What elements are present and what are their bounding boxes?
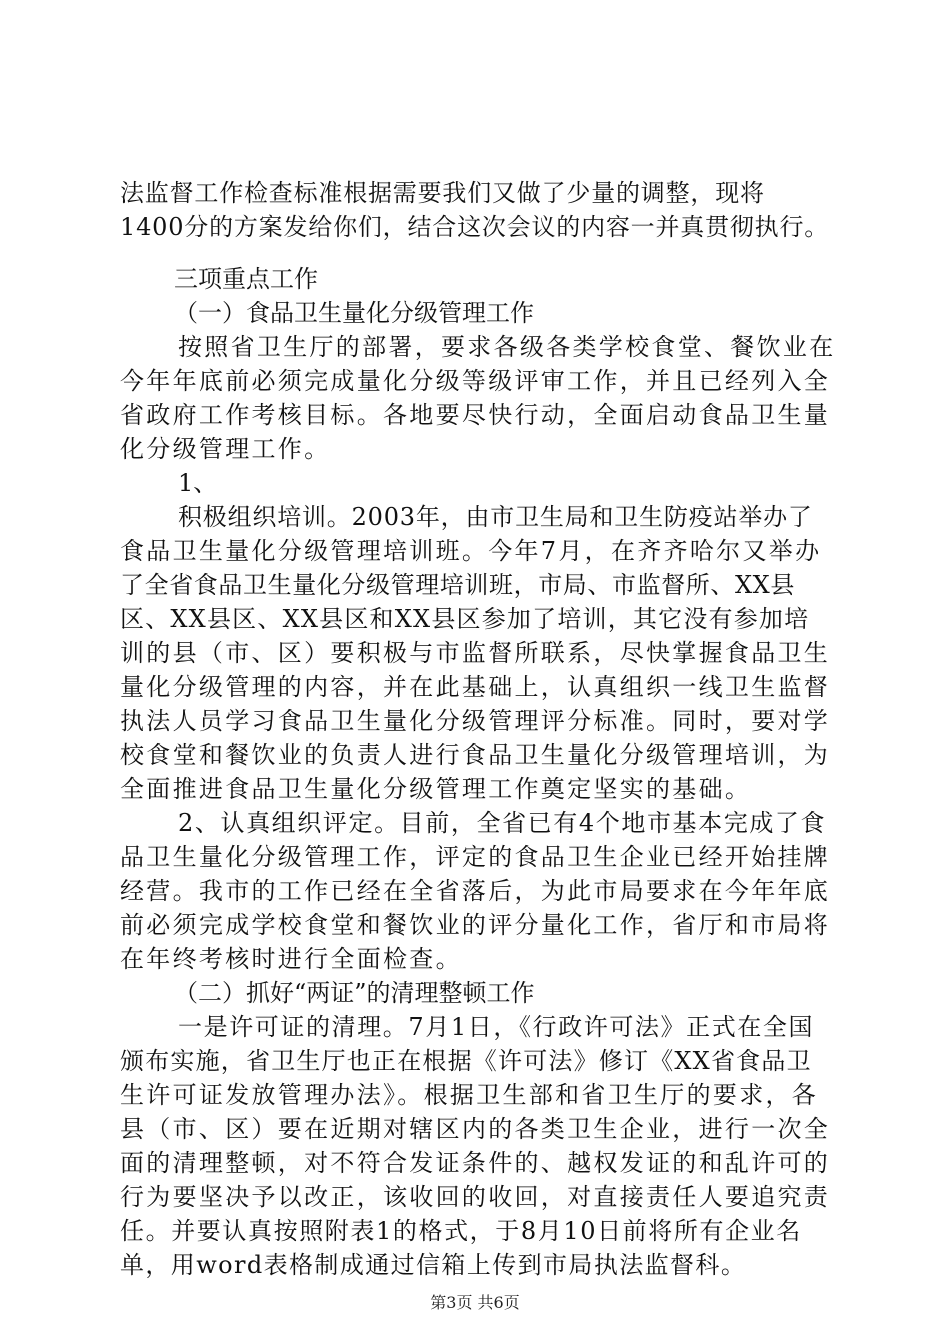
section-heading: 三项重点工作 [174,265,318,293]
subsection-heading: （二）抓好“两证”的清理整顿工作 [174,979,535,1007]
text-line: 量化分级管理的内容，并在此基础上，认真组织一线卫生监督 [120,673,831,701]
text-line: 在年终考核时进行全面检查。 [120,945,462,973]
text-line: 经营。我市的工作已经在全省落后，为此市局要求在今年年底 [120,877,831,905]
text-line: 校食堂和餐饮业的负责人进行食品卫生量化分级管理培训，为 [120,741,831,769]
text-line: 法监督工作检查标准根据需要我们又做了少量的调整，现将 [120,179,765,207]
text-line: 2、认真组织评定。目前，全省已有4个地市基本完成了食 [178,809,827,837]
text-line: 任。并要认真按照附表1的格式，于8月10日前将所有企业名 [120,1217,802,1245]
text-line: 执法人员学习食品卫生量化分级管理评分标准。同时，要对学 [120,707,831,735]
text-line: 训的县（市、区）要积极与市监督所联系，尽快掌握食品卫生 [120,639,831,667]
text-line: 品卫生量化分级管理工作，评定的食品卫生企业已经开始挂牌 [120,843,831,871]
text-line: 面的清理整顿，对不符合发证条件的、越权发证的和乱许可的 [120,1149,831,1177]
text-line: 县（市、区）要在近期对辖区内的各类卫生企业，进行一次全 [120,1115,831,1143]
text-line: 前必须完成学校食堂和餐饮业的评分量化工作，省厅和市局将 [120,911,831,939]
text-line: 一是许可证的清理。7月1日，《行政许可法》正式在全国 [178,1013,815,1041]
text-line: 行为要坚决予以改正，该收回的收回，对直接责任人要追究责 [120,1183,831,1211]
text-line: 1400分的方案发给你们，结合这次会议的内容一并真贯彻执行。 [120,213,830,241]
text-line: 省政府工作考核目标。各地要尽快行动，全面启动食品卫生量 [120,401,831,429]
text-line: 化分级管理工作。 [120,435,331,463]
subsection-heading: （一）食品卫生量化分级管理工作 [174,299,534,327]
text-line: 了全省食品卫生量化分级管理培训班，市局、市监督所、XX县 [120,571,795,599]
list-number: 1、 [178,469,218,497]
text-line: 颁布实施，省卫生厅也正在根据《许可法》修订《XX省食品卫 [120,1047,812,1075]
text-line: 全面推进食品卫生量化分级管理工作奠定坚实的基础。 [120,775,752,803]
text-line: 按照省卫生厅的部署，要求各级各类学校食堂、餐饮业在 [178,333,836,361]
text-line: 生许可证发放管理办法》。根据卫生部和省卫生厅的要求，各 [120,1081,819,1109]
page-footer: 第3页 共6页 [430,1293,520,1312]
text-line: 积极组织培训。2003年，由市卫生局和卫生防疫站举办了 [178,503,813,531]
text-line: 区、XX县区、XX县区和XX县区参加了培训，其它没有参加培 [120,605,810,633]
text-line: 食品卫生量化分级管理培训班。今年7月，在齐齐哈尔又举办 [120,537,822,565]
text-line: 今年年底前必须完成量化分级等级评审工作，并且已经列入全 [120,367,831,395]
text-line: 单，用word表格制成通过信箱上传到市局执法监督科。 [120,1251,747,1279]
